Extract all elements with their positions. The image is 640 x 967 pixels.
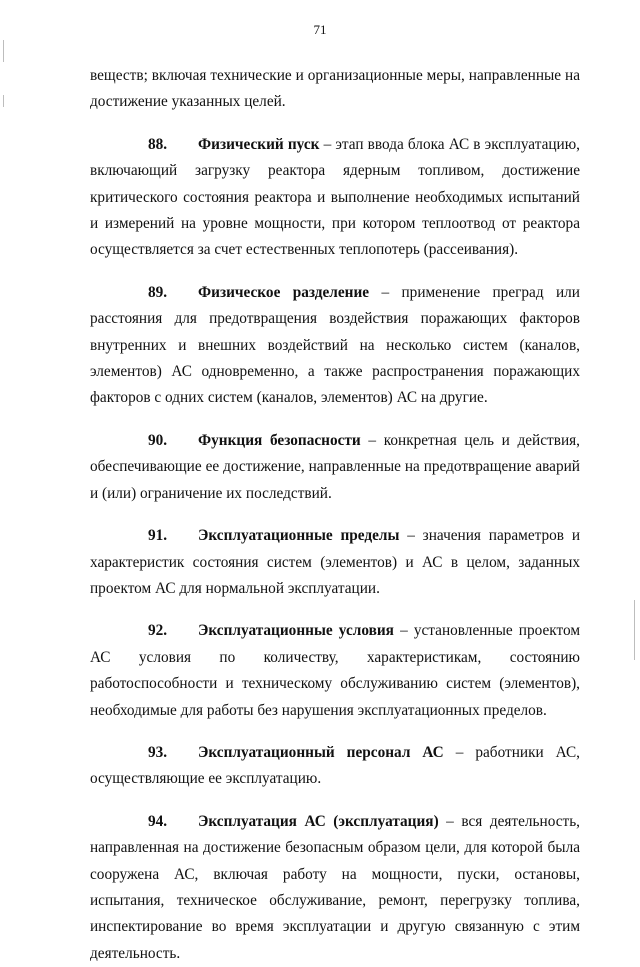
item-number: 92. [148, 622, 168, 640]
definition-91 [90, 523, 580, 602]
definition-93 [90, 740, 580, 793]
term: Эксплуатационные пределы [198, 527, 400, 545]
definition-92 [90, 618, 580, 724]
term: Эксплуатационный персонал АС [198, 743, 444, 761]
definition-89 [90, 280, 580, 412]
definition-text: – установленные проектом АС условия по количеству, характеристикам, состоянию работоспособности и техническому обслуживанию систем (элементов), необходимые для работы без нарушения эксплуатационных пределов. [90, 622, 580, 719]
item-number: 89. [148, 283, 168, 301]
scan-edge-mark [3, 95, 4, 107]
definition-88 [90, 132, 580, 264]
definition-text: – вся деятельность, направленная на достижение безопасным образом цели, для которой была сооружена АС, включая работу на мощности, пуски, остановы, испытания, техническое обслуживание, ремонт, перегрузку топлива, инспектирование во время эксплуатации и другую связанную с этим деятельность. [90, 812, 580, 962]
term: Физический пуск [198, 135, 320, 153]
term: Физическое разделение [198, 283, 370, 301]
item-number: 93. [148, 743, 168, 761]
definition-text: – применение преград или расстояния для предотвращения воздействия поражающих факторов внутренних и внешних воздействий на несколько систем (каналов, элементов) АС одновременно, а также распространения поражающих факторов с одних систем (каналов, элементов) АС на другие. [90, 283, 580, 407]
definition-text: – работники АС, осуществляющие ее эксплуатацию. [90, 743, 580, 788]
definition-text: – значения параметров и характеристик состояния систем (элементов) и АС в целом, заданных проектом АС для нормальной эксплуатации. [90, 527, 581, 597]
item-number: 94. [148, 812, 168, 830]
scan-edge-mark [634, 600, 635, 660]
definition-94 [90, 809, 580, 967]
page-number: 71 [313, 22, 327, 37]
item-number: 88. [148, 135, 168, 153]
definition-text: – конкретная цель и действия, обеспечивающие ее достижение, направленные на предотвращение аварий и (или) ограничение их последствий. [90, 431, 580, 502]
term: Эксплуатация АС (эксплуатация) [198, 812, 439, 830]
item-number: 91. [148, 527, 168, 545]
definition-90 [90, 428, 580, 507]
term: Эксплуатационные условия [198, 622, 394, 640]
item-number: 90. [148, 431, 168, 449]
intro-paragraph: веществ; включая технические и организационные меры, направленные на достижение указанных целей. [90, 67, 580, 111]
definition-text: – этап ввода блока АС в эксплуатацию, включающий загрузку реактора ядерным топливом, достижение критического состояния реактора и выполнение необходимых испытаний и измерений на уровне мощности, при котором теплоотвод от реактора осуществляется за счет естественных теплопотерь (рассеивания). [90, 135, 580, 259]
document-body [90, 63, 580, 967]
scan-edge-mark [3, 40, 4, 62]
term: Функция безопасности [198, 431, 361, 449]
